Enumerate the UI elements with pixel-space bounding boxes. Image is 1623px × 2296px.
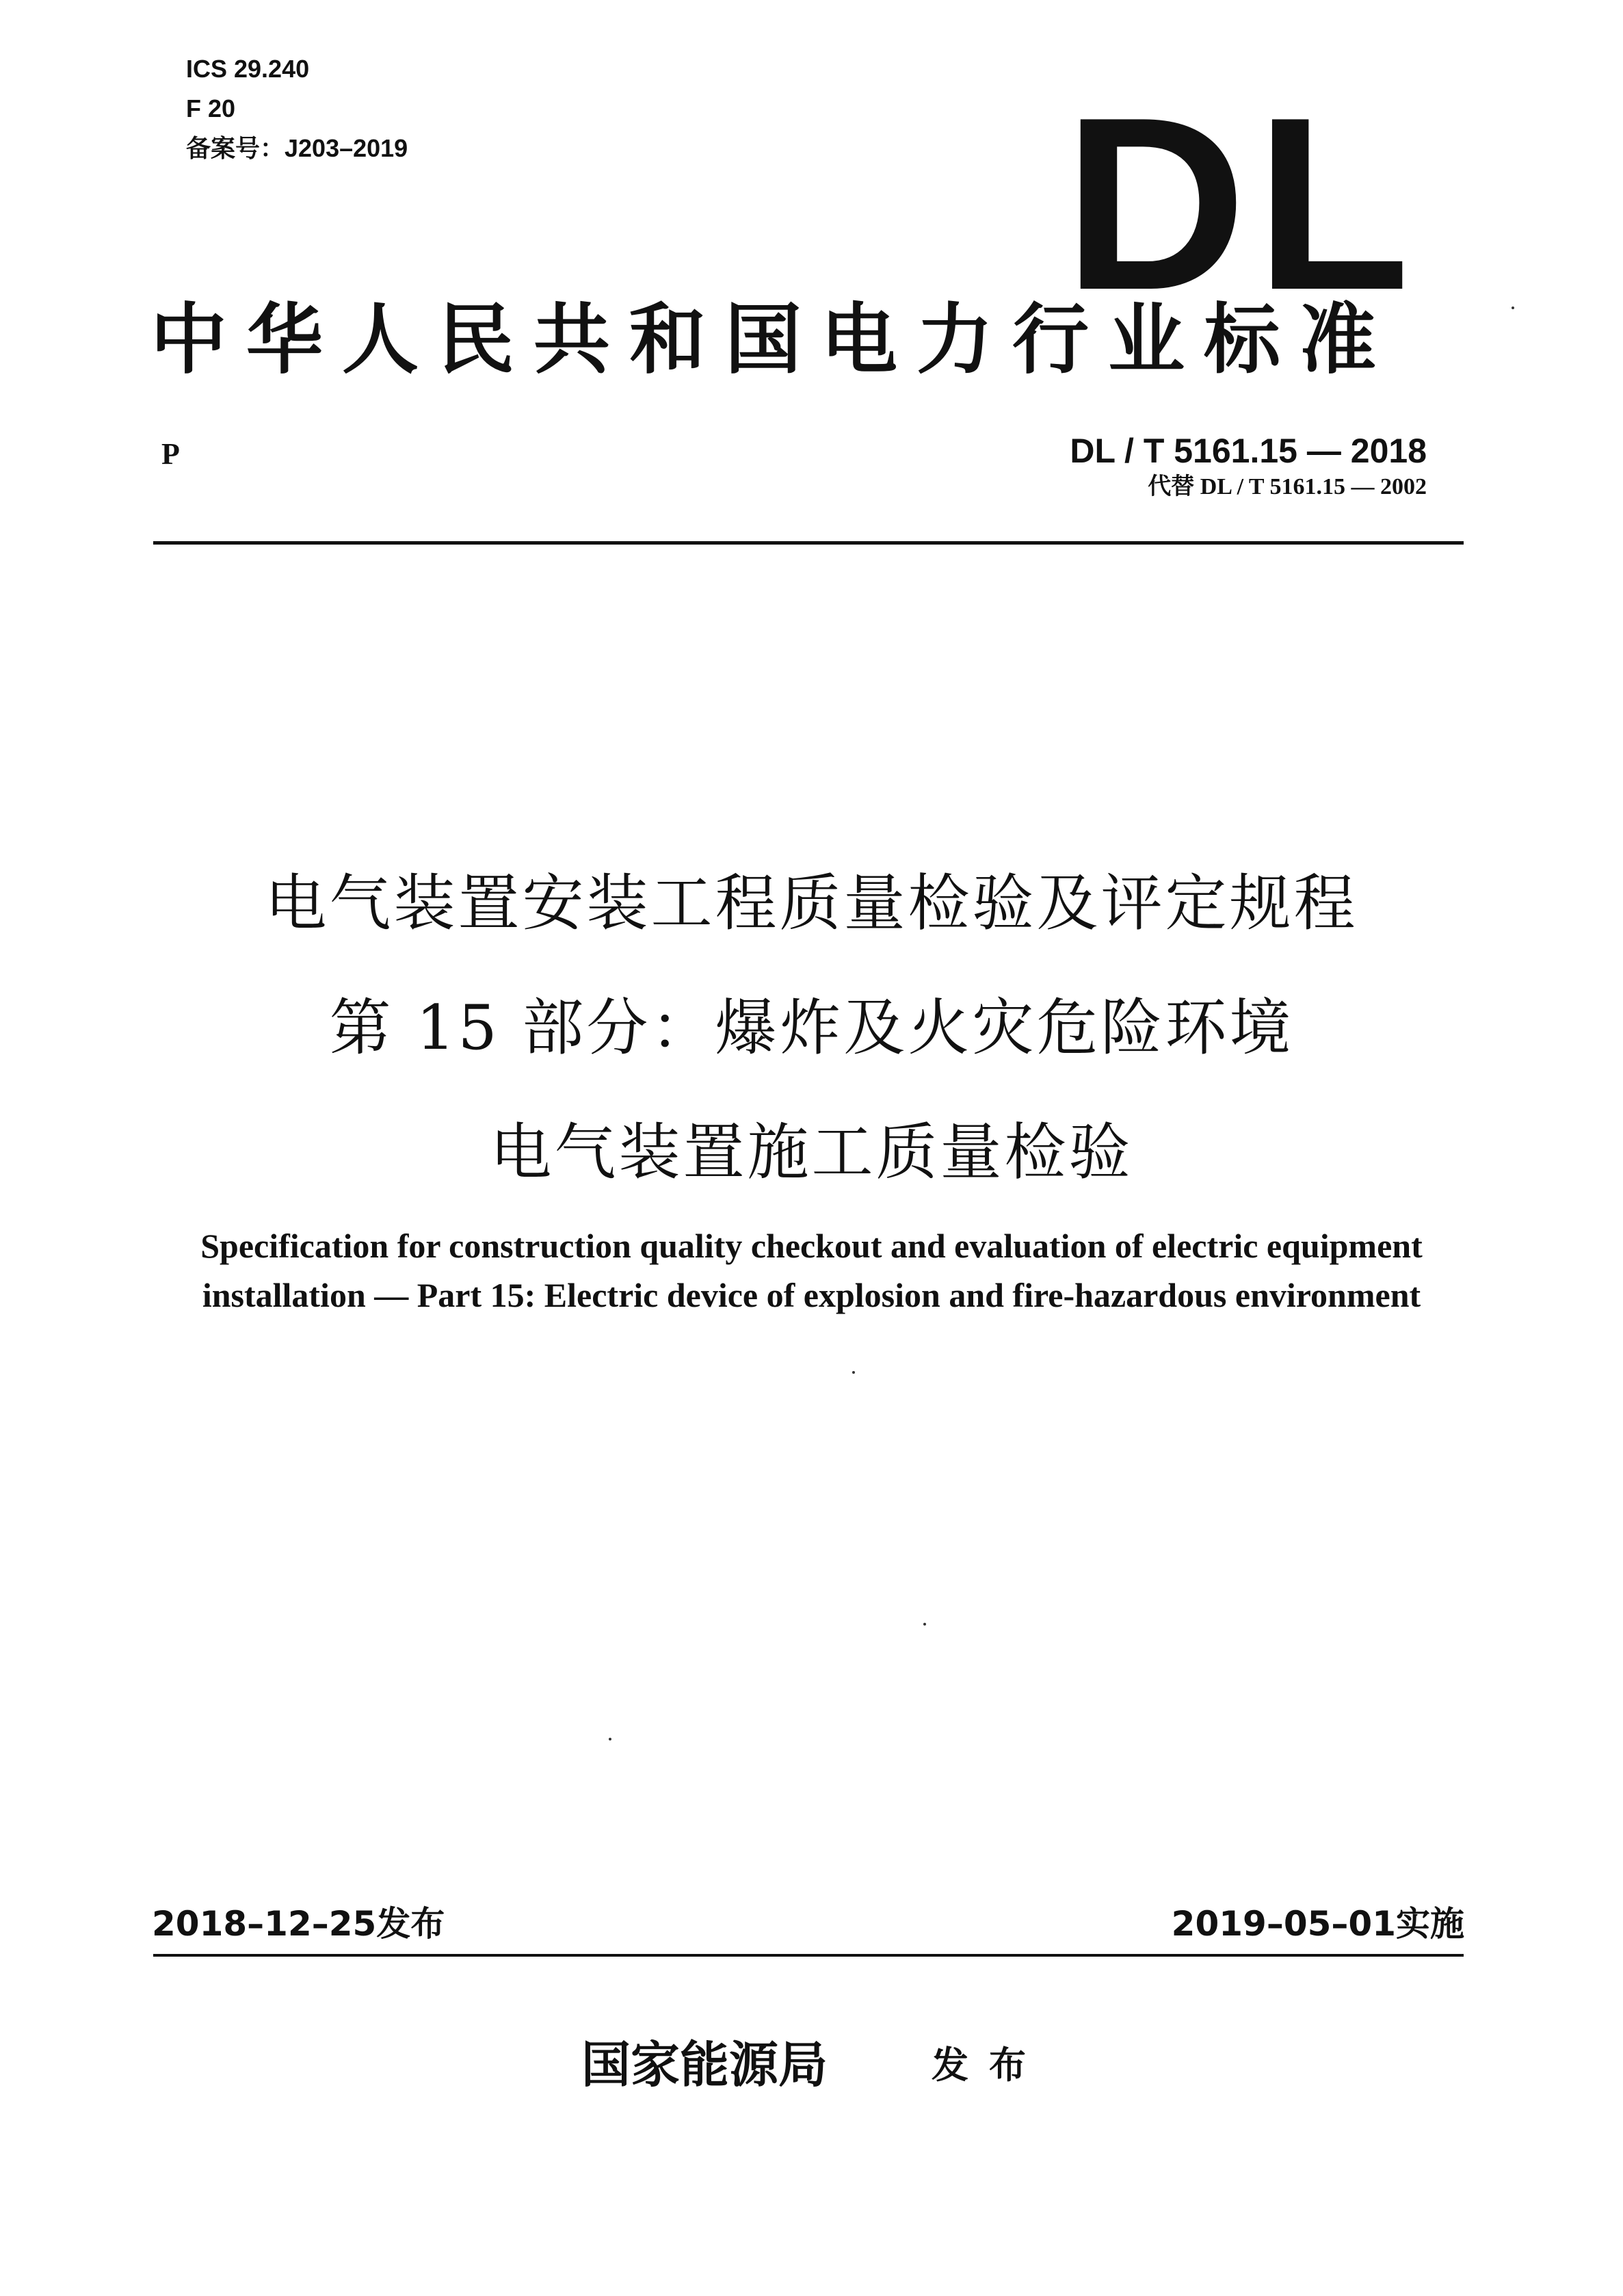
title-cn-line-1: 电气装置安装工程质量检验及评定规程	[265, 867, 1358, 939]
publish-label: 发布	[932, 2044, 1046, 2087]
title-cn-line-2: 第 15 部分：爆炸及火灾危险环境	[329, 992, 1294, 1064]
scan-speck	[923, 1623, 926, 1626]
record-number: 备案号：J203–2019	[186, 134, 408, 162]
title-en-line-1: Specification for construction quality checkout and evaluation of electric equipment	[200, 1227, 1423, 1265]
title-en-line-2: installation — Part 15: Electric device of explosion and fire-hazardous environment	[202, 1276, 1421, 1314]
title-cn-line-3: 电气装置施工质量检验	[490, 1117, 1133, 1188]
scan-speck	[609, 1738, 611, 1740]
classification-letter: P	[161, 437, 180, 471]
bottom-divider	[153, 1954, 1464, 1957]
implementation-date: 2019–05–01实施	[1171, 1904, 1464, 1944]
ccs-code: F 20	[186, 94, 236, 122]
standard-number: DL / T 5161.15 — 2018	[1070, 432, 1427, 470]
scan-speck	[1512, 306, 1514, 309]
ics-code: ICS 29.240	[186, 55, 310, 83]
dl-logo: DL	[1064, 66, 1419, 341]
scan-speck	[852, 1371, 855, 1374]
standard-banner: 中华人民共和国电力行业标准	[150, 296, 1395, 384]
classification-block	[186, 49, 408, 168]
replaces-number: 代替 DL / T 5161.15 — 2002	[1148, 474, 1427, 499]
title-english	[0, 1221, 1623, 1320]
standard-number-block	[1070, 430, 1427, 502]
publisher-name: 国家能源局	[581, 2036, 828, 2093]
issue-date: 2018–12–25发布	[152, 1904, 445, 1944]
title-chinese	[0, 842, 1623, 1215]
top-divider	[153, 541, 1464, 545]
